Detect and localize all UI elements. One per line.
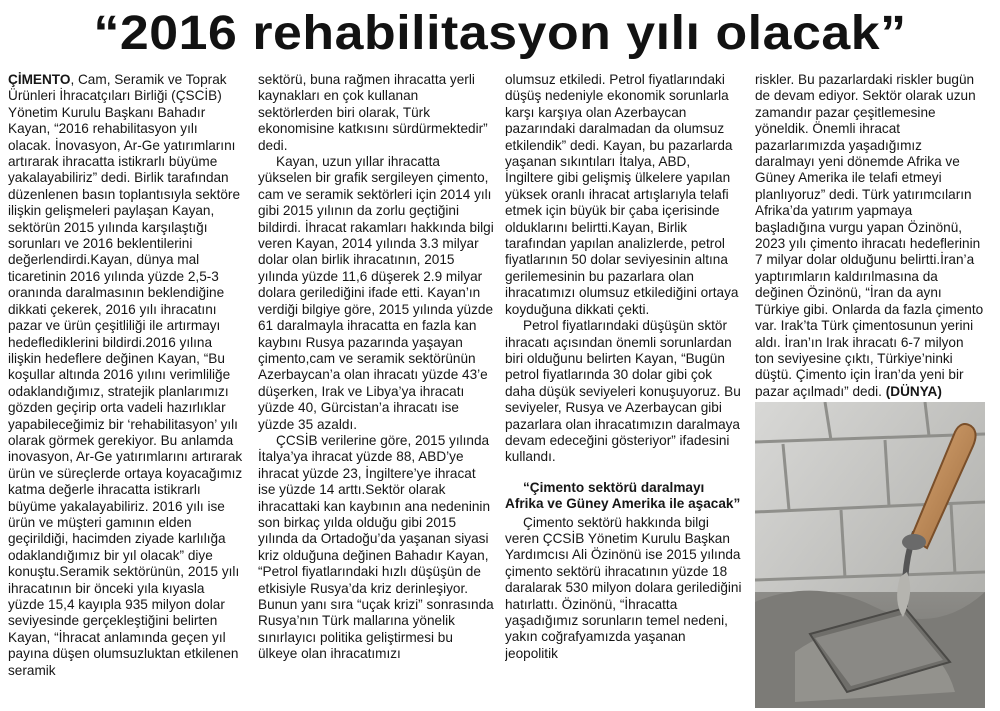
article-paragraph: Çimento sektörü hakkında bilgi veren ÇCSİB Yönetim Kurulu Başkan Yardımcısı Ali Özinönü ise 2015 yılında çimento sektörü ihracatının yüzde 18 daralarak 530 milyon dolara gerilediğini hatırlattı. Özinönü, “İhracatta yaşadığımız sorunların temel nedeni, yakın coğrafyamızda yaşanan jeopolitik xyxy=(505,514,742,661)
article-column-1 xyxy=(8,72,244,708)
paragraph-text: , Cam, Seramik ve Toprak Ürünleri İhracatçıları Birliği (ÇSCİB) Yönetim Kurulu Başkanı Bahadır Kayan, “2016 rehabilitasyon yılı olacak. İnovasyon, Ar-Ge yatırımlarını artırarak ihracatta istikrarlı büyüme yakalayabiliriz” dedi. Birlik tarafından düzenlenen basın toplantısıyla sektöre ilişkin gelişmeleri paylaşan Kayan, sektörün 2015 yılında karşılaştığı sorunları ve 2016 beklentilerini değerlendirdi.Kayan, dünya mal ticaretinin 2016 yılında yüzde 2,5-3 oranında daralmasının beklendiğine dikkati çekerek, 2016 yılı ihracatını pazar ve ürün çeşitliliği ile artırmayı hedeflediklerini bildirdi.2016 yılına ilişkin hedeflere değinen Kayan, “Bu koşullar altında 2016 yılını verimliliğe odaklandığımız, stratejik planlarımızı gözden geçirip orta vadeli hazırlıklar yapabileceğimiz bir ‘rehabilitasyon’ yılı olarak görmek gerekiyor. Bu anlamda inovasyon, Ar-Ge yatırımlarını artırarak ürün ve süreçlerde ortaya koyacağımız katma değerle ihracatta istikrarlı büyüme yakalayabiliriz. 2016 yılı ise ürün ve müşteri gamının elden geçirildiği, hacimden ziyade karlılığa odaklandığımız bir yıl olacak” diye konuştu.Seramik sektörünün, 2015 yılı ihracatının bir önceki yıla kıyasla yüzde 15,4 kayıpla 935 milyon dolar seviyesinde gerçekleştiğini belirten Kayan, “İhracat anlamında geçen yıl payına düşen olumsuzluktan etkilenen seramik xyxy=(8,72,243,678)
article-paragraph xyxy=(8,72,244,679)
article-column-3 xyxy=(505,72,742,708)
lead-word: ÇİMENTO xyxy=(8,72,71,87)
article-paragraph: ÇCSİB verilerine göre, 2015 yılında İtalya’ya ihracat yüzde 88, ABD’ye ihracat yüzde 23, İngiltere’ye ihracat ise yüzde 14 arttı.Sektör olarak ihracattaki kan kaybının ana nedeninin son birkaç yılda olduğu gibi 2015 yılında da Ortadoğu’da yaşanan siyasi kriz olduğuna değinen Bahadır Kayan, “Petrol fiyatlarındaki hızlı düşüşün de etkisiyle Rusya’da kriz derinleşiyor. Bunun yanı sıra “uçak krizi” sonrasında Rusya’nın Türk mallarına yönelik sınırlayıcı politika geliştirmesi bu ülkeye olan ihracatımızı xyxy=(258,432,494,662)
article-paragraph: Petrol fiyatlarındaki düşüşün sktör ihracatı açısından önemli sorunlardan biri olduğunu belirten Kayan, “Bugün petrol fiyatlarında 30 dolar gibi çok daha düşük seviyeleri konuşuyoruz. Bu seviyeler, Rusya ve Azerbaycan gibi pazarlara olan ihracatımızın daralmaya devam edeceğini gösteriyor” ifadesini kullandı. xyxy=(505,318,741,465)
subheading: “Çimento sektörü daralmayı Afrika ve Güney Amerika ile aşacak” xyxy=(505,479,741,512)
article-paragraph: Kayan, uzun yıllar ihracatta yükselen bir grafik sergileyen çimento, cam ve seramik sektörleri için 2014 yılı gibi 2015 yılının da zorlu geçtiğini bildirdi. İhracat rakamları hakkında bilgi veren Kayan, 2014 yılında 3.3 milyar dolar olan birlik ihracatının, 2015 yılında yüzde 11,6 düşerek 2.9 milyar dolara gerilediğini ifade etti. Kayan’ın verdiği bilgiye göre, 2015 yılında yüzde 61 daralmayla ihracatta en fazla kan kaybını Rusya pazarında yaşayan çimento,cam ve seramik sektörünün Azerbaycan’a olan ihracatı yüzde 43’e düşerken, Irak ve Libya’ya ihracatı yüzde 40, Gürcistan’a ihracatı ise yüzde 35 azaldı. xyxy=(258,154,494,432)
article-paragraph: sektörü, buna rağmen ihracatta yerli kaynakları en çok kullanan sektörlerden biri olarak, Türk ekonomisine katkısını sürdürmektedir” dedi. xyxy=(258,72,488,153)
article-paragraph: olumsuz etkiledi. Petrol fiyatlarındaki düşüş nedeniyle ekonomik sorunlarla karşı karşıya olan Azerbaycan pazarındaki daralmadan da olumsuz etkilendik” dedi. Kayan, bu pazarlarda yaşanan sıkıntıları İtalya, ABD, İngiltere gibi gelişmiş ülkelere yapılan yüksek oranlı ihracat artışlarıyla telafi etmek için büyük bir çaba içerisinde olduklarını belirtti.Kayan, Birlik tarafından yapılan analizlerde, petrol fiyatlarının 50 dolar seviyesinin altına gerilemesinin bu pazarlara olan ihracatımızı olumsuz etkilediğini ortaya koyduğuna dikkati çekti. xyxy=(505,72,739,317)
source-credit: (DÜNYA) xyxy=(885,383,942,399)
trowel-cement-photo xyxy=(755,402,985,708)
article-column-2 xyxy=(258,72,494,708)
paragraph-text: riskler. Bu pazarlardaki riskler bugün de devam ediyor. Sektör olarak uzun zamandır pazar çeşitlemesine yöneldik. Önemli ihracat pazarlarımızda yaşadığımız daralmayı yeni dönemde Afrika ve Güney Amerika ile telafi etmeyi planlıyoruz” dedi. Türk yatırımcıların Afrika’da yatırım yapmaya başladığına vurgu yapan Özinönü, 2023 yılı çimento ihracatı hedeflerinin 7 milyar dolar olduğunu belirtti.İran’a yaptırımların kaldırılmasına da değinen Özinönü, “İran da aynı Türkiye gibi. Onlarda da fazla çimento var. Irak’ta Türk çimentosunun yerini aldı. İran’ın Irak ihracatı 6-7 milyon ton seviyesine çıktı, Türkiye’ninki düştü. Çimento için İran’da yeni bir pazar açılmadı” dedi. xyxy=(755,72,984,399)
article-paragraph xyxy=(755,72,985,400)
page-title: “2016 rehabilitasyon yılı olacak” xyxy=(93,7,907,60)
